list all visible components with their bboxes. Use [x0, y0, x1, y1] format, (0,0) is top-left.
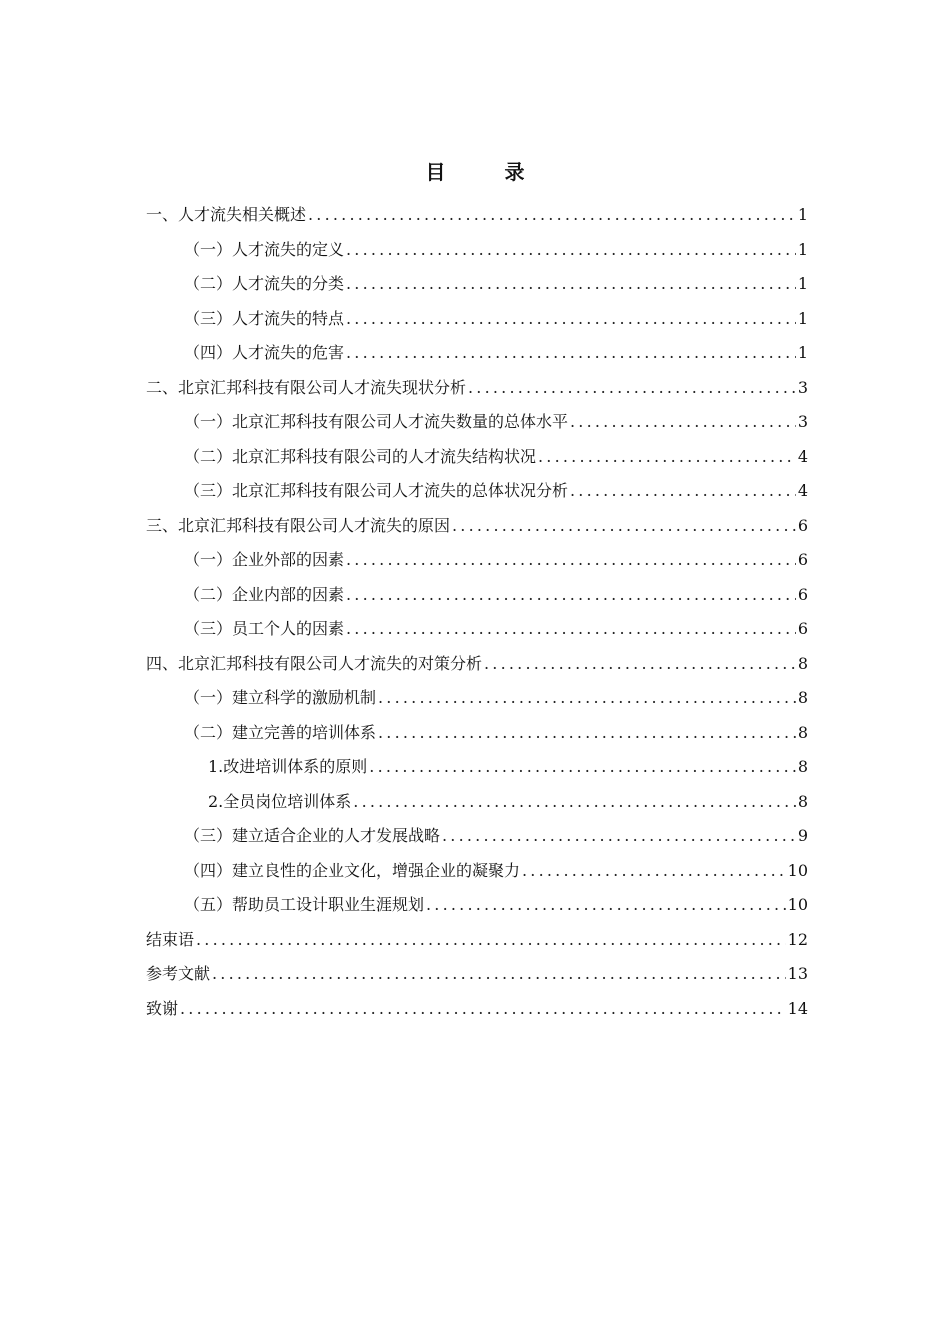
- toc-dot-leader: [570, 405, 796, 440]
- toc-entry-title: 四、北京汇邦科技有限公司人才流失的对策分析: [146, 653, 483, 673]
- toc-dot-leader: [212, 957, 786, 992]
- toc-entry[interactable]: [146, 992, 808, 1027]
- toc-entry-title: 致谢: [146, 998, 179, 1018]
- toc-dot-leader: [426, 888, 786, 923]
- toc-entry-title: （二）企业内部的因素: [184, 584, 345, 604]
- toc-dot-leader: [369, 750, 796, 785]
- toc-entry[interactable]: [146, 716, 808, 751]
- toc-entry-page-number: 3: [797, 412, 808, 431]
- toc-entry[interactable]: [146, 336, 808, 371]
- toc-entry[interactable]: [146, 750, 808, 785]
- toc-entry[interactable]: [146, 578, 808, 613]
- toc-entry[interactable]: [146, 681, 808, 716]
- toc-entry-page-number: 1: [797, 308, 808, 328]
- page-title: 目 录: [425, 160, 551, 184]
- toc-entry-page-number: 4: [797, 481, 808, 500]
- toc-entry-title: 结束语: [146, 929, 195, 949]
- toc-dot-leader: [346, 543, 796, 578]
- toc-entry[interactable]: [146, 198, 808, 233]
- toc-dot-leader: [484, 647, 796, 682]
- toc-entry-page-number: 13: [787, 964, 808, 983]
- toc-dot-leader: [378, 681, 796, 716]
- toc-entry-page-number: 1: [797, 274, 808, 293]
- toc-dot-leader: [196, 923, 786, 958]
- toc-entry-page-number: 3: [797, 377, 808, 397]
- toc-dot-leader: [346, 612, 796, 647]
- toc-entry-title: （三）人才流失的特点: [184, 308, 345, 328]
- toc-entry-title: （一）建立科学的激励机制: [184, 688, 377, 707]
- toc-entry[interactable]: [146, 612, 808, 647]
- toc-dot-leader: [180, 992, 786, 1027]
- toc-entry-page-number: 6: [797, 515, 808, 535]
- toc-entry[interactable]: [146, 233, 808, 268]
- toc-dot-leader: [346, 336, 796, 371]
- toc-entry-title: （四）人才流失的危害: [184, 343, 345, 362]
- toc-dot-leader: [308, 198, 796, 233]
- toc-entry[interactable]: [146, 647, 808, 682]
- toc-entry-title: （三）北京汇邦科技有限公司人才流失的总体状况分析: [184, 481, 569, 500]
- toc-entry[interactable]: [146, 405, 808, 440]
- toc-entry[interactable]: [146, 854, 808, 889]
- toc-entry-page-number: 1: [797, 239, 808, 259]
- toc-entry-page-number: 9: [797, 826, 808, 845]
- toc-entry-page-number: 1: [797, 205, 808, 224]
- toc-dot-leader: [442, 819, 796, 854]
- toc-entry[interactable]: [146, 785, 808, 820]
- toc-entry[interactable]: [146, 474, 808, 509]
- toc-entry[interactable]: [146, 302, 808, 337]
- toc-entry-title: 一、人才流失相关概述: [146, 205, 307, 224]
- toc-entry-page-number: 1: [797, 343, 808, 362]
- toc-entry-title: 三、北京汇邦科技有限公司人才流失的原因: [146, 515, 451, 535]
- toc-entry-title: 1.改进培训体系的原则: [208, 757, 368, 776]
- toc-dot-leader: [378, 716, 796, 751]
- toc-entry[interactable]: [146, 267, 808, 302]
- toc-entry-page-number: 6: [797, 619, 808, 638]
- toc-dot-leader: [538, 440, 796, 475]
- toc-entry[interactable]: [146, 888, 808, 923]
- table-of-contents: [146, 198, 808, 1026]
- toc-entry-title: （二）北京汇邦科技有限公司的人才流失结构状况: [184, 446, 537, 466]
- toc-entry-title: （三）建立适合企业的人才发展战略: [184, 826, 441, 845]
- toc-entry-page-number: 10: [787, 895, 808, 914]
- toc-entry-page-number: 4: [797, 446, 808, 466]
- toc-entry-title: （二）人才流失的分类: [184, 274, 345, 293]
- toc-dot-leader: [346, 302, 796, 337]
- toc-entry-page-number: 8: [797, 757, 808, 776]
- toc-entry[interactable]: [146, 819, 808, 854]
- toc-entry[interactable]: [146, 509, 808, 544]
- toc-entry-page-number: 6: [797, 584, 808, 604]
- toc-entry-page-number: 8: [797, 653, 808, 673]
- toc-dot-leader: [522, 854, 786, 889]
- toc-entry-title: （一）北京汇邦科技有限公司人才流失数量的总体水平: [184, 412, 569, 431]
- toc-entry-title: 二、北京汇邦科技有限公司人才流失现状分析: [146, 377, 467, 397]
- toc-entry-title: （一）企业外部的因素: [184, 550, 345, 569]
- toc-entry[interactable]: [146, 923, 808, 958]
- toc-entry-page-number: 8: [797, 791, 808, 811]
- toc-entry-title: （一）人才流失的定义: [184, 239, 345, 259]
- toc-dot-leader: [346, 267, 796, 302]
- toc-dot-leader: [353, 785, 796, 820]
- toc-entry-title: 2.全员岗位培训体系: [208, 791, 352, 811]
- toc-entry-page-number: 6: [797, 550, 808, 569]
- toc-entry-page-number: 10: [787, 860, 808, 880]
- toc-entry-title: （四）建立良性的企业文化，增强企业的凝聚力: [184, 860, 521, 880]
- toc-entry[interactable]: [146, 371, 808, 406]
- toc-entry[interactable]: [146, 440, 808, 475]
- toc-entry-page-number: 8: [797, 722, 808, 742]
- toc-entry[interactable]: [146, 543, 808, 578]
- toc-dot-leader: [346, 578, 796, 613]
- toc-dot-leader: [346, 233, 796, 268]
- toc-entry-title: （五）帮助员工设计职业生涯规划: [184, 895, 425, 914]
- toc-entry-title: （二）建立完善的培训体系: [184, 722, 377, 742]
- toc-dot-leader: [468, 371, 796, 406]
- toc-entry-title: （三）员工个人的因素: [184, 619, 345, 638]
- toc-dot-leader: [452, 509, 796, 544]
- toc-entry[interactable]: [146, 957, 808, 992]
- toc-entry-page-number: 8: [797, 688, 808, 707]
- toc-entry-page-number: 14: [787, 998, 808, 1018]
- toc-entry-title: 参考文献: [146, 964, 211, 983]
- toc-entry-page-number: 12: [787, 929, 808, 949]
- toc-dot-leader: [570, 474, 796, 509]
